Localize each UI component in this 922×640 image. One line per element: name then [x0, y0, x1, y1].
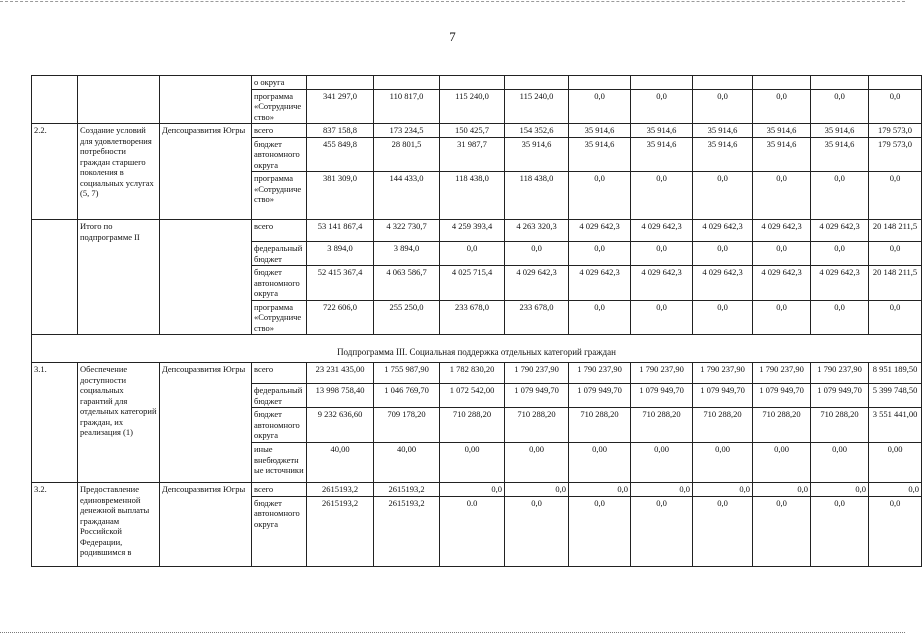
funding-source-cell: программа «Сотрудничество»: [252, 300, 307, 335]
amount-cell: 1 790 237,90: [693, 363, 753, 384]
funding-source-cell: программа «Сотрудничество»: [252, 89, 307, 124]
amount-cell: 0,0: [569, 89, 631, 124]
amount-cell: 1 046 769,70: [374, 384, 440, 408]
amount-cell: 115 240,0: [440, 89, 505, 124]
amount-cell: 0.0: [440, 496, 505, 566]
amount-cell: [505, 76, 569, 90]
funding-source-cell: иные внебюджетные источники: [252, 443, 307, 483]
amount-cell: 0,0: [631, 172, 693, 220]
amount-cell: 40,00: [307, 443, 374, 483]
scan-bottom-edge: [0, 632, 905, 633]
amount-cell: 0,0: [631, 300, 693, 335]
amount-cell: 1 072 542,00: [440, 384, 505, 408]
amount-cell: 710 288,20: [440, 408, 505, 443]
amount-cell: 110 817,0: [374, 89, 440, 124]
funding-source-cell: о округа: [252, 76, 307, 90]
amount-cell: 13 998 758,40: [307, 384, 374, 408]
item-number-cell: [32, 76, 78, 124]
amount-cell: 4 029 642,3: [811, 220, 869, 242]
amount-cell: 1 079 949,70: [631, 384, 693, 408]
funding-source-cell: бюджет автономного округа: [252, 496, 307, 566]
amount-cell: 233 678,0: [440, 300, 505, 335]
amount-cell: 35 914,6: [693, 137, 753, 172]
amount-cell: 0,0: [440, 483, 505, 497]
amount-cell: 4 029 642,3: [631, 266, 693, 301]
item-name-cell: Обеспечение доступности социальных гарантий для отдельных категорий граждан, их реализация (1): [78, 363, 160, 483]
amount-cell: 0,0: [753, 172, 811, 220]
amount-cell: 35 914,6: [631, 137, 693, 172]
amount-cell: 0,00: [693, 443, 753, 483]
funding-source-cell: бюджет автономного округа: [252, 408, 307, 443]
amount-cell: 1 790 237,90: [811, 363, 869, 384]
amount-cell: 52 415 367,4: [307, 266, 374, 301]
item-name-cell: Предоставление единовременной денежной выплаты гражданам Российской Федерации, родившимся в: [78, 483, 160, 567]
amount-cell: 4 029 642,3: [753, 266, 811, 301]
amount-cell: 0,0: [869, 496, 922, 566]
amount-cell: 0,0: [631, 89, 693, 124]
amount-cell: 0,0: [753, 242, 811, 266]
amount-cell: 0,0: [631, 496, 693, 566]
page-number: 7: [449, 29, 456, 44]
amount-cell: 4 263 320,3: [505, 220, 569, 242]
item-number-cell: [32, 220, 78, 335]
amount-cell: 0,0: [693, 496, 753, 566]
amount-cell: 710 288,20: [569, 408, 631, 443]
amount-cell: 0,0: [753, 300, 811, 335]
amount-cell: 8 951 189,50: [869, 363, 922, 384]
amount-cell: 0,0: [753, 483, 811, 497]
amount-cell: 0,00: [753, 443, 811, 483]
funding-source-cell: программа «Сотрудничество»: [252, 172, 307, 220]
amount-cell: 1 790 237,90: [505, 363, 569, 384]
executor-cell: [160, 220, 252, 335]
amount-cell: 381 309,0: [307, 172, 374, 220]
amount-cell: 0,00: [631, 443, 693, 483]
item-number-cell: 3.2.: [32, 483, 78, 567]
amount-cell: 0,0: [440, 242, 505, 266]
amount-cell: 2615193,2: [307, 496, 374, 566]
executor-cell: Депсоцразвития Югры: [160, 483, 252, 567]
amount-cell: 1 755 987,90: [374, 363, 440, 384]
amount-cell: 31 987,7: [440, 137, 505, 172]
amount-cell: 0,0: [811, 300, 869, 335]
amount-cell: 2615193,2: [307, 483, 374, 497]
amount-cell: 4 322 730,7: [374, 220, 440, 242]
amount-cell: [811, 76, 869, 90]
amount-cell: [440, 76, 505, 90]
section-header-row: [32, 335, 922, 363]
amount-cell: 710 288,20: [505, 408, 569, 443]
amount-cell: 0,0: [693, 483, 753, 497]
amount-cell: 3 551 441,00: [869, 408, 922, 443]
amount-cell: 4 029 642,3: [693, 266, 753, 301]
amount-cell: 0,0: [811, 483, 869, 497]
amount-cell: 4 259 393,4: [440, 220, 505, 242]
amount-cell: 837 158,8: [307, 124, 374, 138]
amount-cell: 1 790 237,90: [753, 363, 811, 384]
amount-cell: 4 029 642,3: [505, 266, 569, 301]
amount-cell: [631, 76, 693, 90]
amount-cell: 1 079 949,70: [753, 384, 811, 408]
amount-cell: 455 849,8: [307, 137, 374, 172]
amount-cell: 0,0: [869, 172, 922, 220]
amount-cell: 0,00: [811, 443, 869, 483]
amount-cell: 154 352,6: [505, 124, 569, 138]
amount-cell: 0,0: [753, 89, 811, 124]
amount-cell: 20 148 211,5: [869, 266, 922, 301]
item-name-cell: Итого по подпрограмме II: [78, 220, 160, 335]
item-number-cell: 2.2.: [32, 124, 78, 220]
executor-cell: Депсоцразвития Югры: [160, 124, 252, 220]
funding-source-cell: всего: [252, 124, 307, 138]
amount-cell: 0,0: [631, 242, 693, 266]
amount-cell: 710 288,20: [693, 408, 753, 443]
amount-cell: 5 399 748,50: [869, 384, 922, 408]
amount-cell: 0,00: [569, 443, 631, 483]
executor-cell: [160, 76, 252, 124]
amount-cell: [569, 76, 631, 90]
amount-cell: 35 914,6: [631, 124, 693, 138]
amount-cell: 0,0: [569, 300, 631, 335]
amount-cell: 20 148 211,5: [869, 220, 922, 242]
amount-cell: 1 782 830,20: [440, 363, 505, 384]
amount-cell: 35 914,6: [569, 124, 631, 138]
amount-cell: 4 029 642,3: [811, 266, 869, 301]
amount-cell: 4 029 642,3: [753, 220, 811, 242]
amount-cell: 35 914,6: [569, 137, 631, 172]
amount-cell: 0,00: [505, 443, 569, 483]
amount-cell: 0,00: [440, 443, 505, 483]
amount-cell: [307, 76, 374, 90]
item-number-cell: 3.1.: [32, 363, 78, 483]
amount-cell: 4 029 642,3: [569, 220, 631, 242]
amount-cell: 341 297,0: [307, 89, 374, 124]
amount-cell: 255 250,0: [374, 300, 440, 335]
amount-cell: 179 573,0: [869, 137, 922, 172]
amount-cell: 0,0: [811, 172, 869, 220]
item-name-cell: [78, 76, 160, 124]
amount-cell: [374, 76, 440, 90]
section-title: Подпрограмма III. Социальная поддержка отдельных категорий граждан: [32, 335, 922, 363]
amount-cell: 144 433,0: [374, 172, 440, 220]
funding-source-cell: федеральный бюджет: [252, 384, 307, 408]
amount-cell: 2615193,2: [374, 496, 440, 566]
amount-cell: 0,0: [693, 300, 753, 335]
table-row: [32, 363, 922, 384]
amount-cell: 4 063 586,7: [374, 266, 440, 301]
table-row: [32, 76, 922, 90]
amount-cell: 1 790 237,90: [569, 363, 631, 384]
budget-table: [31, 75, 922, 567]
amount-cell: 0,0: [505, 242, 569, 266]
funding-source-cell: всего: [252, 363, 307, 384]
amount-cell: 0,00: [869, 443, 922, 483]
funding-source-cell: всего: [252, 483, 307, 497]
amount-cell: 0,0: [569, 483, 631, 497]
funding-source-cell: федеральный бюджет: [252, 242, 307, 266]
table-row: [32, 124, 922, 138]
funding-source-cell: бюджет автономного округа: [252, 266, 307, 301]
amount-cell: 35 914,6: [811, 137, 869, 172]
amount-cell: [869, 76, 922, 90]
amount-cell: 0,0: [869, 242, 922, 266]
amount-cell: 710 288,20: [631, 408, 693, 443]
budget-table-body: [32, 76, 922, 567]
amount-cell: 118 438,0: [505, 172, 569, 220]
scan-top-edge: [0, 1, 905, 2]
amount-cell: 53 141 867,4: [307, 220, 374, 242]
amount-cell: 1 079 949,70: [811, 384, 869, 408]
amount-cell: 35 914,6: [693, 124, 753, 138]
amount-cell: 0,0: [693, 89, 753, 124]
amount-cell: 0,0: [753, 496, 811, 566]
amount-cell: 150 425,7: [440, 124, 505, 138]
table-row: [32, 483, 922, 497]
amount-cell: 0,0: [869, 89, 922, 124]
funding-source-cell: бюджет автономного округа: [252, 137, 307, 172]
amount-cell: 115 240,0: [505, 89, 569, 124]
amount-cell: 3 894,0: [307, 242, 374, 266]
amount-cell: 0,0: [569, 242, 631, 266]
amount-cell: 118 438,0: [440, 172, 505, 220]
amount-cell: 1 790 237,90: [631, 363, 693, 384]
amount-cell: 709 178,20: [374, 408, 440, 443]
amount-cell: 23 231 435,00: [307, 363, 374, 384]
amount-cell: 722 606,0: [307, 300, 374, 335]
amount-cell: 3 894,0: [374, 242, 440, 266]
amount-cell: 0,0: [505, 496, 569, 566]
amount-cell: 9 232 636,60: [307, 408, 374, 443]
amount-cell: 4 029 642,3: [693, 220, 753, 242]
amount-cell: 35 914,6: [811, 124, 869, 138]
amount-cell: 2615193,2: [374, 483, 440, 497]
amount-cell: 4 029 642,3: [569, 266, 631, 301]
amount-cell: 0,0: [631, 483, 693, 497]
amount-cell: 35 914,6: [505, 137, 569, 172]
amount-cell: 0,0: [693, 172, 753, 220]
amount-cell: 40,00: [374, 443, 440, 483]
amount-cell: 710 288,20: [753, 408, 811, 443]
amount-cell: 28 801,5: [374, 137, 440, 172]
item-name-cell: Создание условий для удовлетворения потребности граждан старшего поколения в социальных услугах (5, 7): [78, 124, 160, 220]
amount-cell: 0,0: [569, 172, 631, 220]
amount-cell: 0,0: [693, 242, 753, 266]
amount-cell: 0,0: [569, 496, 631, 566]
executor-cell: Депсоцразвития Югры: [160, 363, 252, 483]
amount-cell: [753, 76, 811, 90]
amount-cell: 0,0: [811, 89, 869, 124]
amount-cell: 710 288,20: [811, 408, 869, 443]
amount-cell: 0,0: [869, 483, 922, 497]
amount-cell: 179 573,0: [869, 124, 922, 138]
amount-cell: 233 678,0: [505, 300, 569, 335]
amount-cell: 0,0: [869, 300, 922, 335]
amount-cell: 0,0: [505, 483, 569, 497]
amount-cell: 173 234,5: [374, 124, 440, 138]
amount-cell: 1 079 949,70: [693, 384, 753, 408]
amount-cell: 1 079 949,70: [505, 384, 569, 408]
amount-cell: 4 025 715,4: [440, 266, 505, 301]
amount-cell: 35 914,6: [753, 124, 811, 138]
funding-source-cell: всего: [252, 220, 307, 242]
amount-cell: 0,0: [811, 496, 869, 566]
amount-cell: 35 914,6: [753, 137, 811, 172]
amount-cell: [693, 76, 753, 90]
amount-cell: 4 029 642,3: [631, 220, 693, 242]
amount-cell: 1 079 949,70: [569, 384, 631, 408]
table-row: [32, 220, 922, 242]
amount-cell: 0,0: [811, 242, 869, 266]
